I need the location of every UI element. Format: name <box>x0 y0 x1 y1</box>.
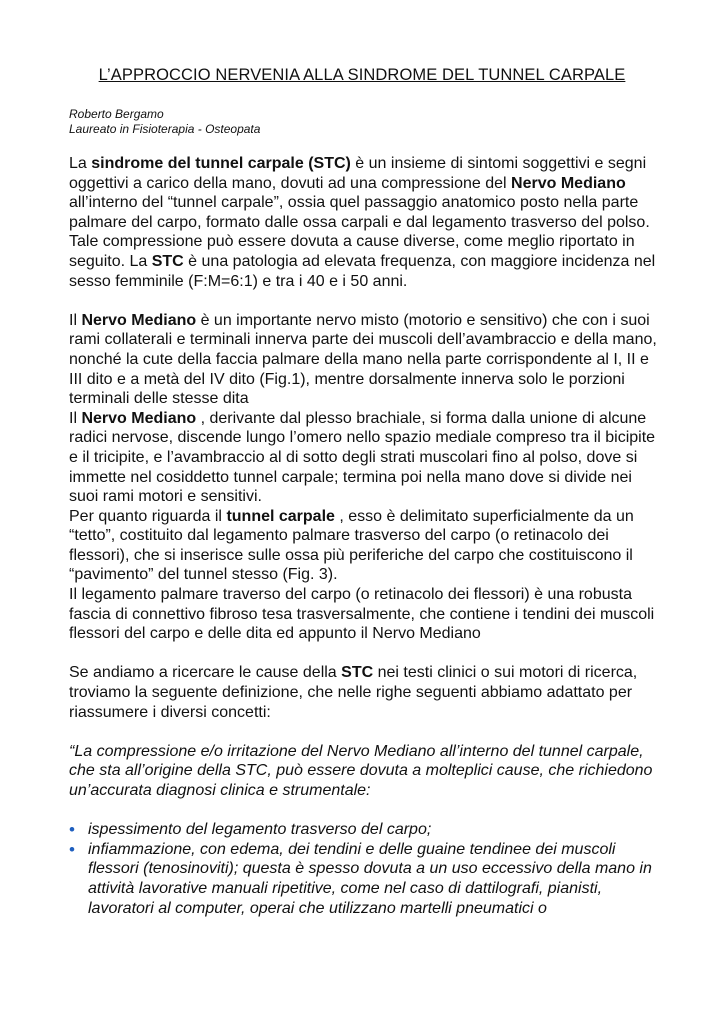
paragraph-intro: La sindrome del tunnel carpale (STC) è un insieme di sintomi soggettivi e segni oggettivi a carico della mano, dovuti ad una compressione del Nervo Mediano all’interno del “tunnel carpale”, ossia quel passaggio anatomico posto nella parte palmare del carpo, formato dalle ossa carpali e dal legamento trasverso del polso. Tale compressione può essere dovuta a cause diverse, come meglio riportato in seguito. La STC è una patologia ad elevata frequenza, con maggiore incidenza nel sesso femminile (F:M=6:1) e tra i 40 e i 50 anni. <box>69 155 656 290</box>
document-title: L’APPROCCIO NERVENIA ALLA SINDROME DEL TUNNEL CARPALE <box>98 66 626 84</box>
bullet-icon: • <box>69 820 75 840</box>
author-role: Laureato in Fisioterapia - Osteopata <box>69 122 261 136</box>
paragraph-origine: Il Nervo Mediano , derivante dal plesso brachiale, si forma dalla unione di alcune radici nervose, discende lungo l’omero nello spazio mediale compreso tra il bicipite e il tricipite, e l’avambraccio al di sotto degli strati muscolari fino al polso, dove si immette nel cosiddetto tunnel carpale; termina poi nella mano dove si divide nei suoi rami motori e sensitivi. <box>69 409 656 506</box>
paragraph-gap <box>69 644 659 664</box>
list-item: • infiammazione, con edema, dei tendini e delle guaine tendinee dei muscoli flessori (tenosinoviti); questa è spesso dovuta a un uso eccessivo della mano in attività lavorative manuali ripetitive, come nel caso di dattilografi, pianisti, lavoratori al computer, operai che utilizzano martelli pneumatici o <box>69 839 652 917</box>
author-block <box>69 107 260 137</box>
paragraph-legamento: Il legamento palmare traverso del carpo (o retinacolo dei flessori) è una robusta fascia di connettivo fibroso tesa trasversalmente, che contiene i tendini dei muscoli flessori del carpo e delle dita ed appunto il Nervo Mediano <box>69 586 655 643</box>
paragraph-nervo-mediano: Il Nervo Mediano è un importante nervo misto (motorio e sensitivo) che con i suoi rami collaterali e terminali innerva parte dei muscoli dell’avambraccio e della mano, nonché la cute della faccia palmare della mano nella parte corrispondente al I, II e III dito e a metà del IV dito (Fig.1), mentre dorsalmente innerva solo le porzioni terminali delle stesse dita <box>69 311 657 408</box>
quote-paragraph: “La compressione e/o irritazione del Nervo Mediano all’interno del tunnel carpale, che sta all’origine della STC, può essere dovuta a molteplici cause, che richiedono un’accurata diagnosi clinica e strumentale: <box>69 742 653 799</box>
causes-list <box>69 820 659 918</box>
author-name: Roberto Bergamo <box>69 107 164 121</box>
document-body <box>69 154 659 918</box>
paragraph-cause: Se andiamo a ricercare le cause della STC nei testi clinici o sui motori di ricerca, troviamo la seguente definizione, che nelle righe seguenti abbiamo adattato per riassumere i diversi concetti: <box>69 664 638 721</box>
paragraph-tunnel: Per quanto riguarda il tunnel carpale , esso è delimitato superficialmente da un “tetto”, costituito dal legamento palmare trasverso del carpo (o retinacolo dei flessori), che si inserisce sulle ossa più periferiche del carpo che costituiscono il “pavimento” del tunnel stesso (Fig. 3). <box>69 507 634 584</box>
paragraph-gap <box>69 291 659 311</box>
bullet-icon: • <box>69 839 75 859</box>
paragraph-gap <box>69 801 659 821</box>
paragraph-gap <box>69 722 659 742</box>
list-item: • ispessimento del legamento trasverso del carpo; <box>69 820 432 840</box>
